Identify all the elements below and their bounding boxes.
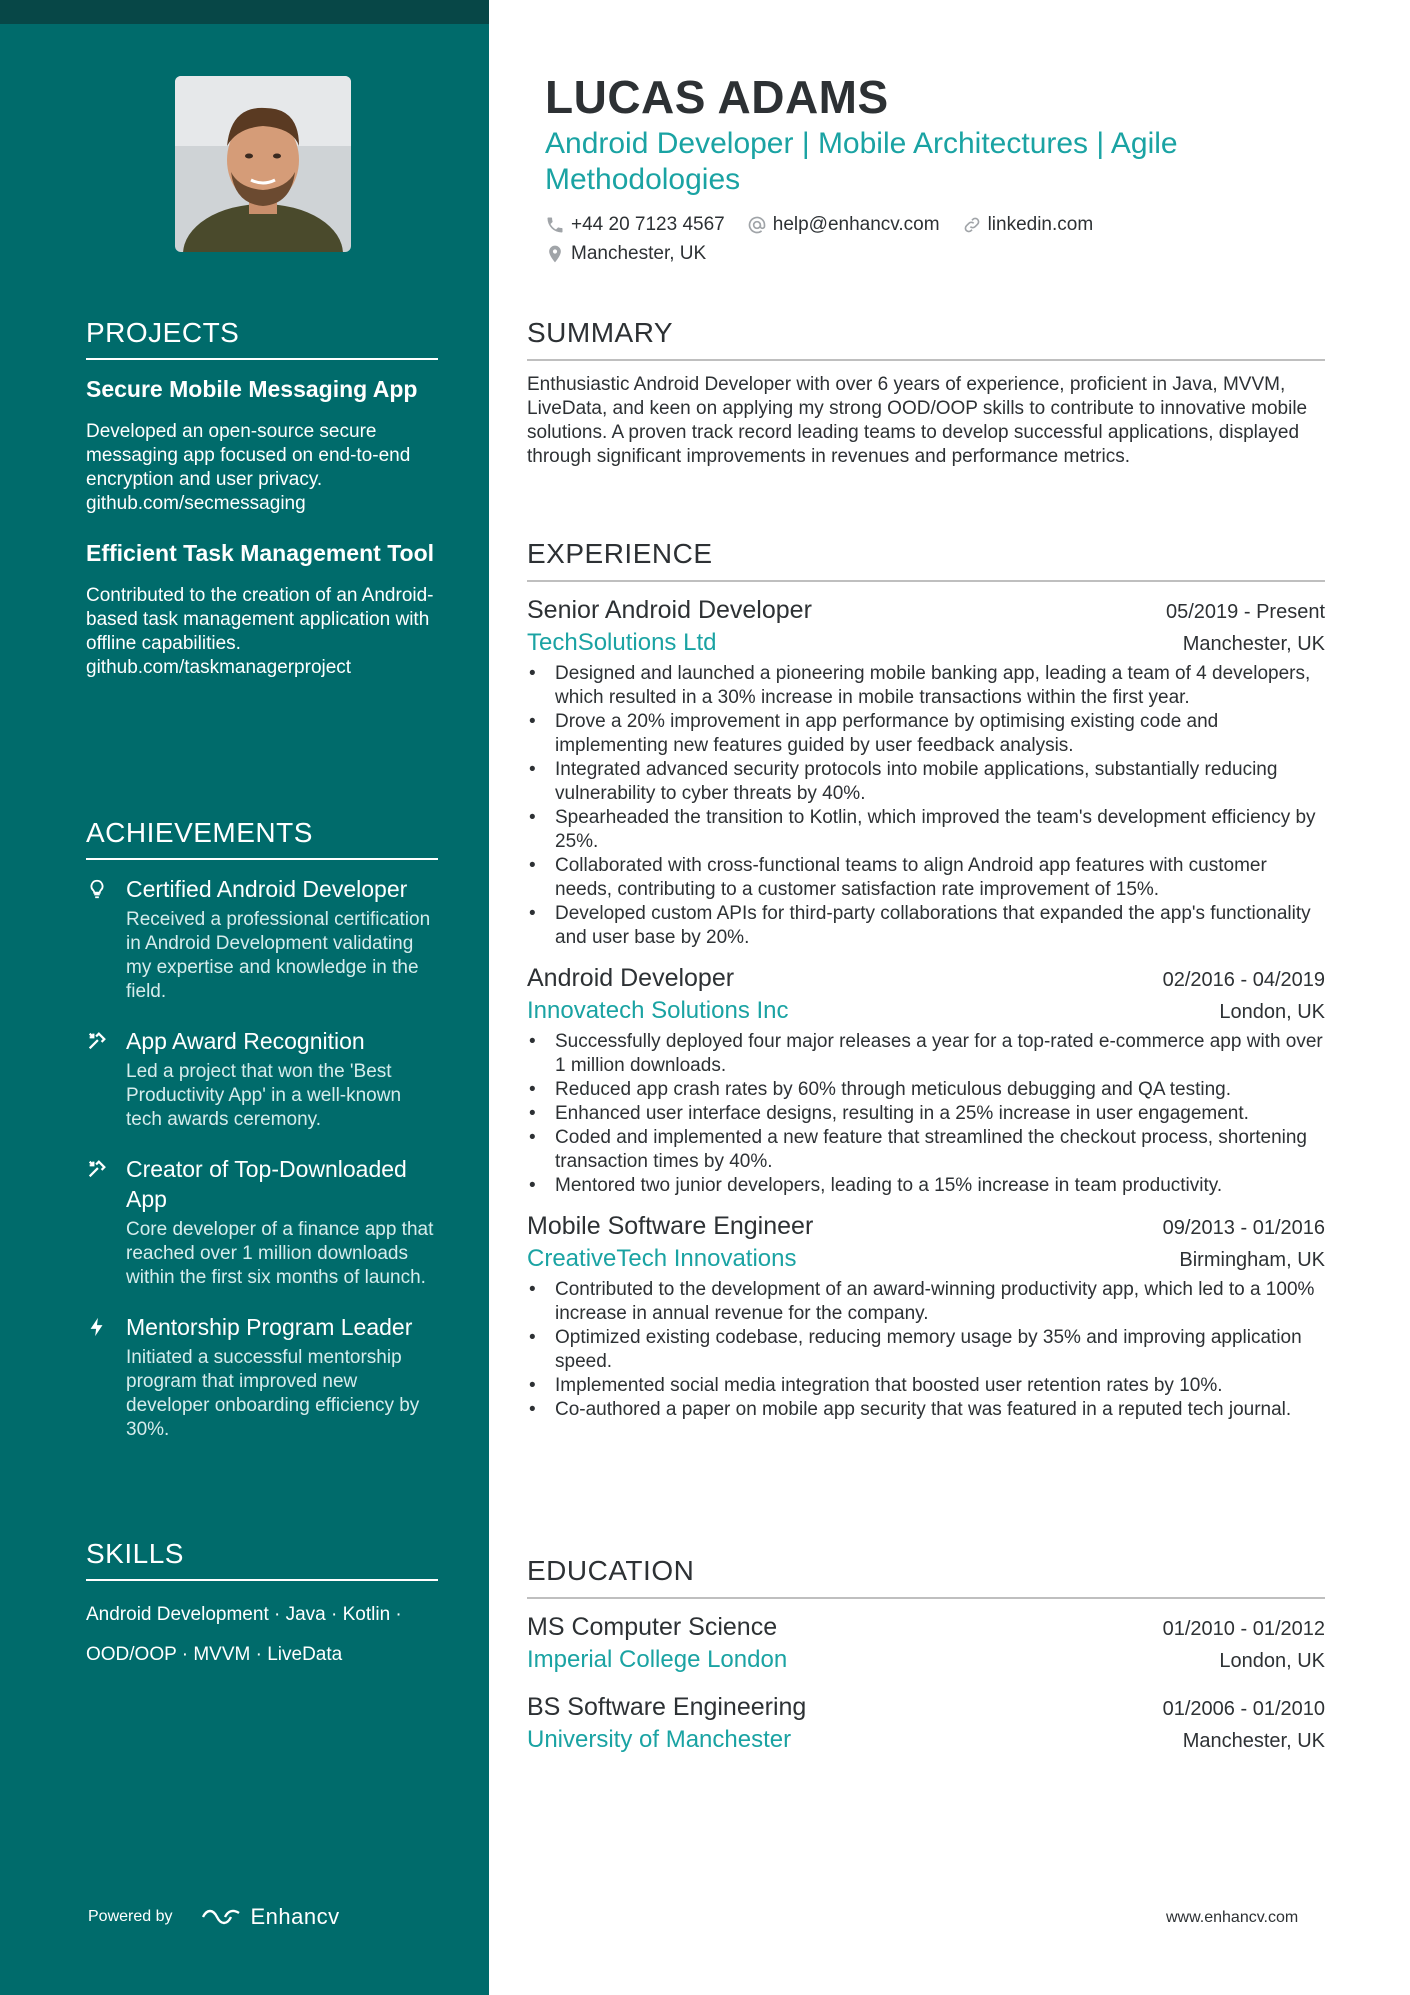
achievement-description: Core developer of a finance app that reached over 1 million downloads within the first six months of launch.	[126, 1219, 434, 1288]
enhancv-brand: Enhancv	[250, 1904, 340, 1929]
achievement-description: Received a professional certification in Android Development validating my expertise and knowledge in the field.	[126, 909, 431, 1002]
job-entry	[527, 1210, 1325, 1422]
bullet-item: • Drove a 20% improvement in app performance by optimising existing code and implementing new features guided by user feedback analysis.	[527, 710, 1325, 758]
job-dates: 02/2016 - 04/2019	[1162, 969, 1325, 991]
company-name: TechSolutions Ltd	[527, 629, 717, 656]
degree-title: BS Software Engineering	[527, 1693, 807, 1721]
sidebar	[0, 0, 489, 1995]
tools-icon	[86, 1158, 108, 1180]
achievement-item	[86, 1154, 438, 1290]
bullet-item: • Spearheaded the transition to Kotlin, which improved the team's development efficiency by 25%.	[527, 806, 1325, 854]
project-description: Developed an open-source secure messaging app focused on end-to-end encryption and user privacy. github.com/secmessaging	[86, 421, 411, 514]
location-contact	[545, 243, 706, 265]
sidebar-top-bar	[0, 0, 489, 24]
school-name: Imperial College London	[527, 1646, 788, 1673]
achievement-item	[86, 1026, 438, 1132]
bullet-item: • Successfully deployed four major releases a year for a top-rated e-commerce app with over 1 million downloads.	[527, 1030, 1325, 1078]
achievement-item	[86, 874, 438, 1004]
bullet-item: • Developed custom APIs for third-party collaborations that expanded the app's functionality and user base by 20%.	[527, 902, 1325, 950]
achievement-title: App Award Recognition	[126, 1028, 365, 1054]
website-link[interactable]: www.enhancv.com	[1166, 1909, 1299, 1926]
powered-by	[88, 1904, 340, 1930]
contact-info	[545, 214, 1285, 272]
school-name: University of Manchester	[527, 1726, 792, 1753]
education-heading: EDUCATION	[527, 1555, 1325, 1599]
bullet-item: • Collaborated with cross-functional teams to align Android app features with customer needs, contributing to a customer satisfaction rate improvement of 15%.	[527, 854, 1325, 902]
candidate-name: LUCAS ADAMS	[545, 71, 889, 123]
job-entry	[527, 594, 1325, 950]
company-name: CreativeTech Innovations	[527, 1245, 797, 1272]
project-title: Secure Mobile Messaging App	[86, 376, 418, 402]
project-item	[86, 538, 438, 680]
bullet-item: • Implemented social media integration that boosted user retention rates by 10%.	[527, 1374, 1325, 1398]
job-entry	[527, 962, 1325, 1198]
achievement-title: Creator of Top-Downloaded App	[126, 1156, 407, 1212]
job-location: London, UK	[1219, 1001, 1325, 1023]
education-entry	[527, 1611, 1325, 1677]
school-location: Manchester, UK	[1182, 1730, 1325, 1752]
lightning-icon	[86, 1316, 108, 1338]
phone-contact[interactable]	[545, 214, 725, 236]
summary-text: Enthusiastic Android Developer with over 6 years of experience, proficient in Java, MVVM, LiveData, and keen on applying my strong OOD/OOP skills to contribute to innovative mobile solutions. A proven track record leading teams to develop successful applications, displayed through significant improvements in revenues and performance metrics.	[527, 374, 1308, 467]
location-text: Manchester, UK	[571, 243, 707, 264]
job-dates: 09/2013 - 01/2016	[1162, 1217, 1325, 1239]
job-location: Birmingham, UK	[1179, 1249, 1325, 1271]
email-contact[interactable]	[747, 214, 940, 236]
linkedin-contact[interactable]	[962, 214, 1094, 236]
skills-line: Android Development · Java · Kotlin ·	[86, 1604, 402, 1625]
projects-heading: PROJECTS	[86, 317, 438, 360]
location-pin-icon	[545, 244, 565, 264]
bullet-item: • Enhanced user interface designs, resulting in a 25% increase in user engagement.	[527, 1102, 1325, 1126]
job-title: Mobile Software Engineer	[527, 1212, 814, 1240]
achievement-description: Initiated a successful mentorship program that improved new developer onboarding efficiency by 30%.	[126, 1347, 420, 1440]
experience-heading: EXPERIENCE	[527, 538, 1325, 582]
bullet-item: • Co-authored a paper on mobile app security that was featured in a reputed tech journal.	[527, 1398, 1325, 1422]
enhancv-logo[interactable]	[199, 1904, 340, 1930]
project-title: Efficient Task Management Tool	[86, 540, 435, 566]
degree-title: MS Computer Science	[527, 1613, 778, 1641]
achievements-heading: ACHIEVEMENTS	[86, 817, 438, 860]
education-dates: 01/2010 - 01/2012	[1162, 1618, 1325, 1640]
headline: Android Developer | Mobile Architectures | Agile Methodologies	[545, 127, 1178, 196]
linkedin-text: linkedin.com	[987, 214, 1094, 235]
achievement-title: Mentorship Program Leader	[126, 1314, 413, 1340]
education-dates: 01/2006 - 01/2010	[1162, 1698, 1325, 1720]
powered-by-label: Powered by	[88, 1908, 173, 1925]
email-text: help@enhancv.com	[772, 214, 940, 235]
summary-heading: SUMMARY	[527, 317, 1325, 361]
bullet-item: • Coded and implemented a new feature that streamlined the checkout process, shortening transaction times by 40%.	[527, 1126, 1325, 1174]
company-name: Innovatech Solutions Inc	[527, 997, 789, 1024]
skills-line: OOD/OOP · MVVM · LiveData	[86, 1644, 343, 1665]
job-title: Senior Android Developer	[527, 596, 812, 624]
at-icon	[747, 215, 767, 235]
achievement-item	[86, 1312, 438, 1442]
achievement-title: Certified Android Developer	[126, 876, 408, 902]
profile-photo	[175, 76, 351, 252]
bullet-item: • Mentored two junior developers, leading to a 15% increase in team productivity.	[527, 1174, 1325, 1198]
phone-icon	[545, 215, 565, 235]
education-entry	[527, 1691, 1325, 1757]
job-location: Manchester, UK	[1182, 633, 1325, 655]
achievement-description: Led a project that won the 'Best Productivity App' in a well-known tech awards ceremony.	[126, 1061, 402, 1130]
skills-heading: SKILLS	[86, 1538, 438, 1581]
phone-text: +44 20 7123 4567	[571, 214, 725, 235]
bullet-item: • Reduced app crash rates by 60% through meticulous debugging and QA testing.	[527, 1078, 1325, 1102]
project-description: Contributed to the creation of an Android-based task management application with offline capabilities. github.com/taskmanagerproject	[86, 585, 434, 678]
project-item	[86, 374, 438, 516]
link-icon	[962, 215, 982, 235]
bullet-item: • Contributed to the development of an award-winning productivity app, which led to a 100% increase in annual revenue for the company.	[527, 1278, 1325, 1326]
bullet-item: • Designed and launched a pioneering mobile banking app, leading a team of 4 developers, which resulted in a 30% increase in mobile transactions within the first year.	[527, 662, 1325, 710]
bullet-item: • Integrated advanced security protocols into mobile applications, substantially reducing vulnerability to cyber threats by 40%.	[527, 758, 1325, 806]
summary-section	[527, 317, 1325, 469]
education-section	[527, 1555, 1325, 1771]
projects-section	[86, 317, 438, 702]
lightbulb-icon	[86, 878, 108, 900]
enhancv-logo-icon	[199, 1905, 243, 1929]
job-bullets	[527, 662, 1325, 950]
bullet-item: • Optimized existing codebase, reducing memory usage by 35% and improving application speed.	[527, 1326, 1325, 1374]
tools-icon	[86, 1030, 108, 1052]
job-bullets	[527, 1030, 1325, 1198]
job-bullets	[527, 1278, 1325, 1422]
school-location: London, UK	[1219, 1650, 1325, 1672]
experience-section	[527, 538, 1325, 1434]
skills-section	[86, 1538, 438, 1675]
job-dates: 05/2019 - Present	[1166, 601, 1325, 623]
achievements-section	[86, 817, 438, 1464]
job-title: Android Developer	[527, 964, 735, 992]
